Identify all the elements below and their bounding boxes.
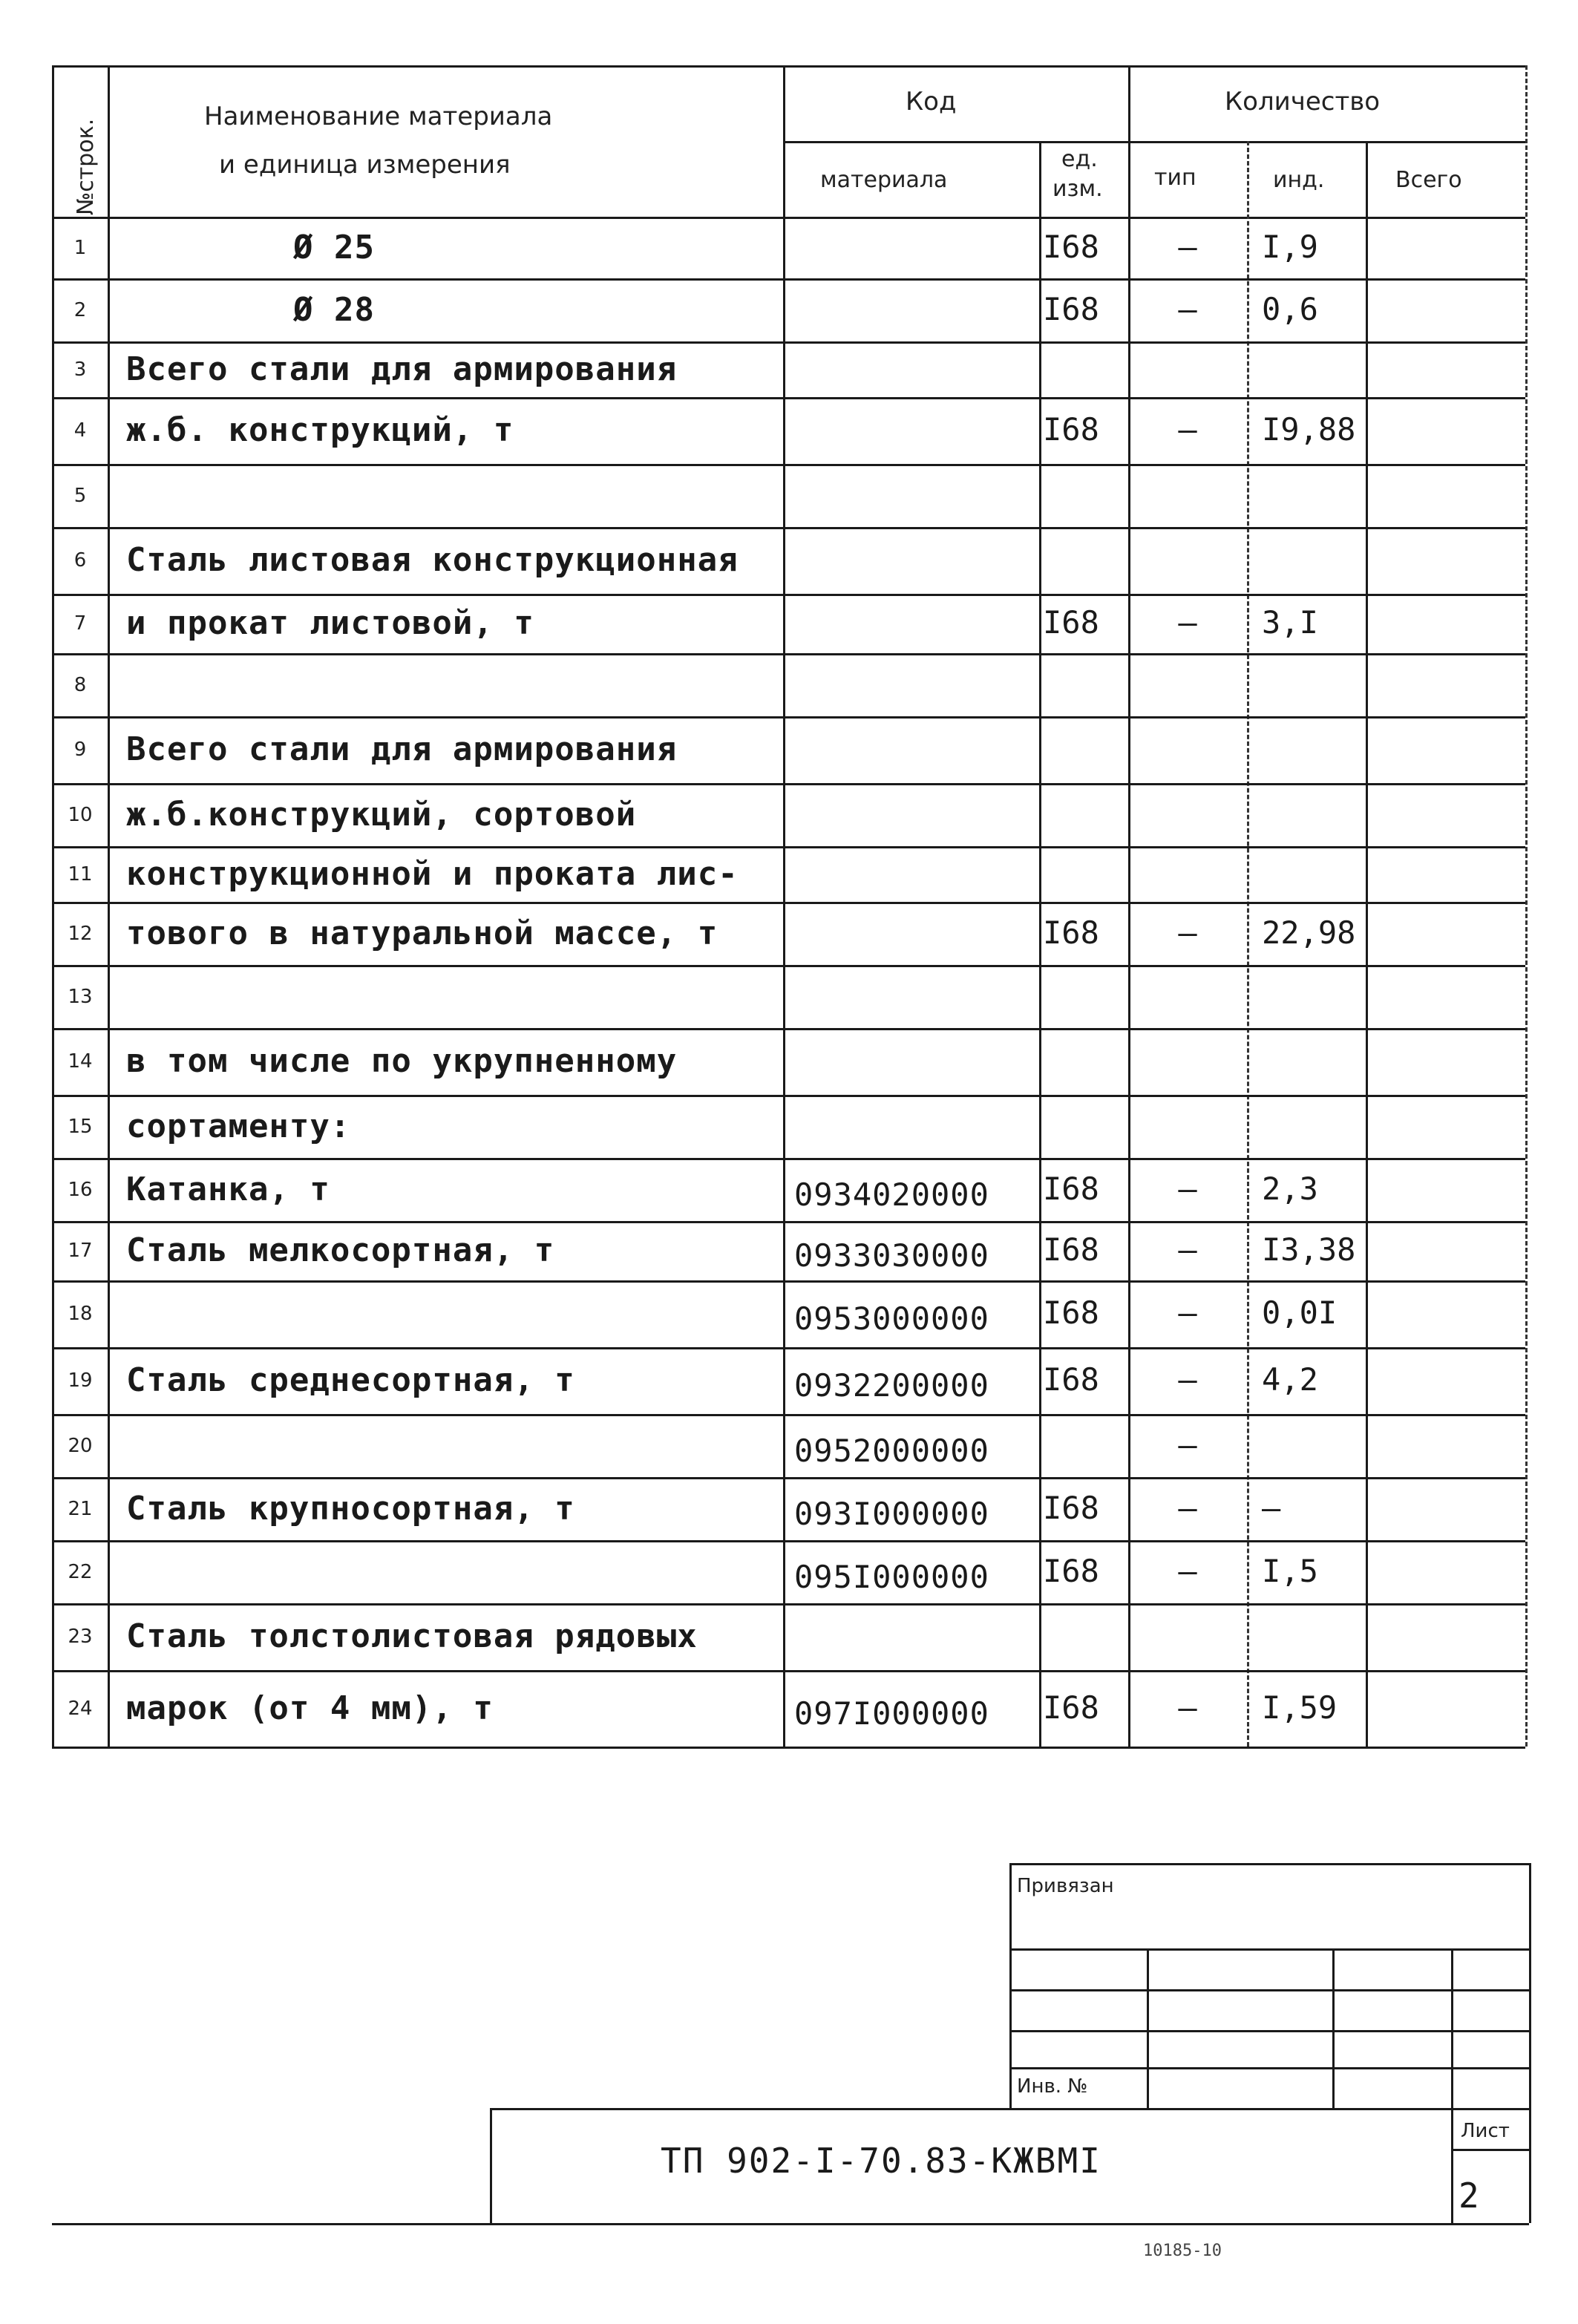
row-type: –: [1178, 411, 1197, 448]
row-number: 19: [68, 1369, 93, 1392]
row-type: –: [1178, 1553, 1197, 1589]
row-ind: 4,2: [1262, 1361, 1318, 1398]
row-ind: 2,3: [1262, 1171, 1318, 1207]
row-separator: [52, 341, 1525, 344]
doc-box-left: [490, 2108, 492, 2223]
row-ind: I,5: [1262, 1553, 1318, 1589]
header-qty-ind: инд.: [1273, 167, 1325, 193]
row-separator: [52, 1347, 1525, 1349]
row-number: 9: [73, 739, 87, 761]
row-unit: I68: [1043, 1689, 1099, 1726]
header-code: Код: [906, 87, 957, 117]
row-type: –: [1178, 1294, 1197, 1331]
stamp-col-line-3: [1451, 1948, 1453, 2223]
row-number: 10: [68, 804, 93, 826]
row-name: Сталь листовая конструкционная: [126, 541, 739, 579]
row-name: ж.б. конструкций, т: [126, 411, 514, 449]
header-code-material: материала: [820, 167, 948, 193]
stamp-col-line-2: [1332, 1948, 1335, 2108]
row-unit: I68: [1043, 1231, 1099, 1268]
row-separator: [52, 1095, 1525, 1097]
row-name: Всего стали для армирования: [126, 350, 678, 388]
row-ind: 0,6: [1262, 291, 1318, 327]
sheet-label: Лист: [1461, 2120, 1510, 2142]
header-name-line2: и единица измерения: [219, 150, 511, 180]
row-unit: I68: [1043, 1490, 1099, 1526]
row-separator: [52, 846, 1525, 848]
row-ind: 22,98: [1262, 914, 1356, 951]
col-line-name: [783, 65, 785, 1747]
row-name: сортаменту:: [126, 1107, 351, 1145]
row-ind: I,59: [1262, 1689, 1338, 1726]
row-separator: [52, 783, 1525, 785]
row-ind: I9,88: [1262, 411, 1356, 448]
header-name-line1: Наименование материала: [204, 102, 553, 131]
row-name: и прокат листовой, т: [126, 604, 534, 642]
footer-note: 10185-10: [1143, 2242, 1222, 2260]
row-separator: [52, 1603, 1525, 1605]
row-code: 095I000000: [794, 1559, 989, 1595]
row-number: 4: [73, 419, 87, 442]
row-number: 2: [73, 299, 87, 321]
row-separator: [52, 1540, 1525, 1542]
row-name: Всего стали для армирования: [126, 730, 678, 768]
row-number: 3: [73, 359, 87, 381]
stamp-linked-label: Привязан: [1017, 1875, 1114, 1897]
row-separator: [52, 397, 1525, 399]
stamp-top-line: [1009, 1863, 1529, 1865]
row-name: марок (от 4 мм), т: [126, 1689, 494, 1727]
row-name: тового в натуральной массе, т: [126, 914, 718, 952]
col-line-rownum: [108, 65, 110, 1747]
table-bottom-border: [52, 1747, 1525, 1749]
row-number: 12: [68, 923, 93, 945]
row-number: 5: [73, 485, 87, 507]
row-separator: [52, 1158, 1525, 1160]
row-number: 11: [68, 863, 93, 886]
stamp-left-line: [1009, 1863, 1012, 2108]
row-code: 0934020000: [794, 1176, 989, 1213]
row-type: –: [1178, 1171, 1197, 1207]
row-number: 17: [68, 1240, 93, 1262]
row-separator: [52, 902, 1525, 904]
stamp-col-line-1: [1147, 1948, 1149, 2108]
header-qty-total: Всего: [1395, 167, 1462, 193]
row-type: –: [1178, 1689, 1197, 1726]
row-unit: I68: [1043, 604, 1099, 641]
row-type: –: [1178, 1490, 1197, 1526]
row-unit: I68: [1043, 914, 1099, 951]
row-ind: I3,38: [1262, 1231, 1356, 1268]
row-name: Сталь мелкосортная, т: [126, 1231, 555, 1269]
row-separator: [52, 716, 1525, 719]
row-separator: [52, 1280, 1525, 1283]
row-number: 15: [68, 1116, 93, 1138]
stamp-inv-label: Инв. №: [1017, 2075, 1088, 2098]
row-type: –: [1178, 1361, 1197, 1398]
row-type: –: [1178, 914, 1197, 951]
row-ind: –: [1262, 1490, 1281, 1526]
row-name: Катанка, т: [126, 1171, 330, 1208]
row-name: конструкционной и проката лис-: [126, 855, 739, 893]
table-top-border: [52, 65, 1525, 68]
header-code-unit-2: изм.: [1052, 176, 1103, 202]
row-unit: I68: [1043, 411, 1099, 448]
row-code: 0952000000: [794, 1433, 989, 1469]
row-name: Сталь толстолистовая рядовых: [126, 1617, 698, 1655]
row-type: –: [1178, 1427, 1197, 1463]
row-number: 23: [68, 1626, 93, 1648]
row-name: Ø 28: [293, 291, 375, 329]
col-line-ind: [1366, 141, 1368, 1747]
row-number: 21: [68, 1498, 93, 1520]
row-name: Сталь среднесортная, т: [126, 1361, 575, 1399]
row-unit: I68: [1043, 291, 1099, 327]
row-type: –: [1178, 291, 1197, 327]
row-code: 0932200000: [794, 1367, 989, 1404]
row-number: 8: [73, 674, 87, 696]
row-separator: [52, 1477, 1525, 1479]
sheet-label-line: [1451, 2149, 1529, 2151]
row-separator: [52, 653, 1525, 655]
row-name: в том числе по укрупненному: [126, 1042, 678, 1080]
row-type: –: [1178, 604, 1197, 641]
col-line-type: [1247, 141, 1249, 1747]
col-line-code: [1039, 141, 1041, 1747]
row-number: 24: [68, 1698, 93, 1720]
row-ind: 3,I: [1262, 604, 1318, 641]
header-code-unit-1: ед.: [1061, 146, 1098, 172]
row-separator: [52, 965, 1525, 967]
row-separator: [52, 594, 1525, 596]
row-separator: [52, 1028, 1525, 1030]
col-line-left: [52, 65, 54, 1747]
row-number: 7: [73, 612, 87, 635]
row-number: 1: [73, 237, 87, 259]
doc-box-top: [490, 2108, 1529, 2110]
row-unit: I68: [1043, 1294, 1099, 1331]
row-separator: [52, 278, 1525, 281]
row-separator: [52, 527, 1525, 529]
row-ind: I,9: [1262, 229, 1318, 265]
row-code: 0953000000: [794, 1300, 989, 1337]
row-code: 097I000000: [794, 1695, 989, 1732]
header-qty-type: тип: [1154, 165, 1196, 191]
row-name: ж.б.конструкций, сортовой: [126, 796, 637, 834]
header-mid-border: [783, 141, 1525, 143]
row-number: 18: [68, 1303, 93, 1325]
row-separator: [52, 1670, 1525, 1672]
row-type: –: [1178, 229, 1197, 265]
header-qty: Количество: [1225, 87, 1381, 117]
stamp-right-line: [1529, 1863, 1531, 2223]
row-type: –: [1178, 1231, 1197, 1268]
row-code: 093I000000: [794, 1496, 989, 1532]
row-name: Ø 25: [293, 229, 375, 266]
row-number: 13: [68, 986, 93, 1008]
row-separator: [52, 464, 1525, 466]
row-separator: [52, 1221, 1525, 1223]
row-number: 6: [73, 549, 87, 572]
row-unit: I68: [1043, 229, 1099, 265]
row-number: 20: [68, 1435, 93, 1457]
sheet-number: 2: [1458, 2176, 1481, 2216]
header-rownum: №строк.: [73, 118, 99, 215]
doc-box-bottom: [52, 2223, 1529, 2225]
row-number: 22: [68, 1561, 93, 1583]
row-number: 16: [68, 1179, 93, 1201]
row-unit: I68: [1043, 1553, 1099, 1589]
header-bottom-border: [52, 217, 1525, 219]
col-line-total: [1525, 65, 1528, 1747]
row-unit: I68: [1043, 1361, 1099, 1398]
doc-code: ТП 902-I-70.83-КЖВМI: [661, 2141, 1101, 2181]
row-code: 0933030000: [794, 1237, 989, 1274]
row-number: 14: [68, 1050, 93, 1073]
row-separator: [52, 1414, 1525, 1416]
row-unit: I68: [1043, 1171, 1099, 1207]
row-name: Сталь крупносортная, т: [126, 1490, 575, 1528]
row-ind: 0,0I: [1262, 1294, 1338, 1331]
